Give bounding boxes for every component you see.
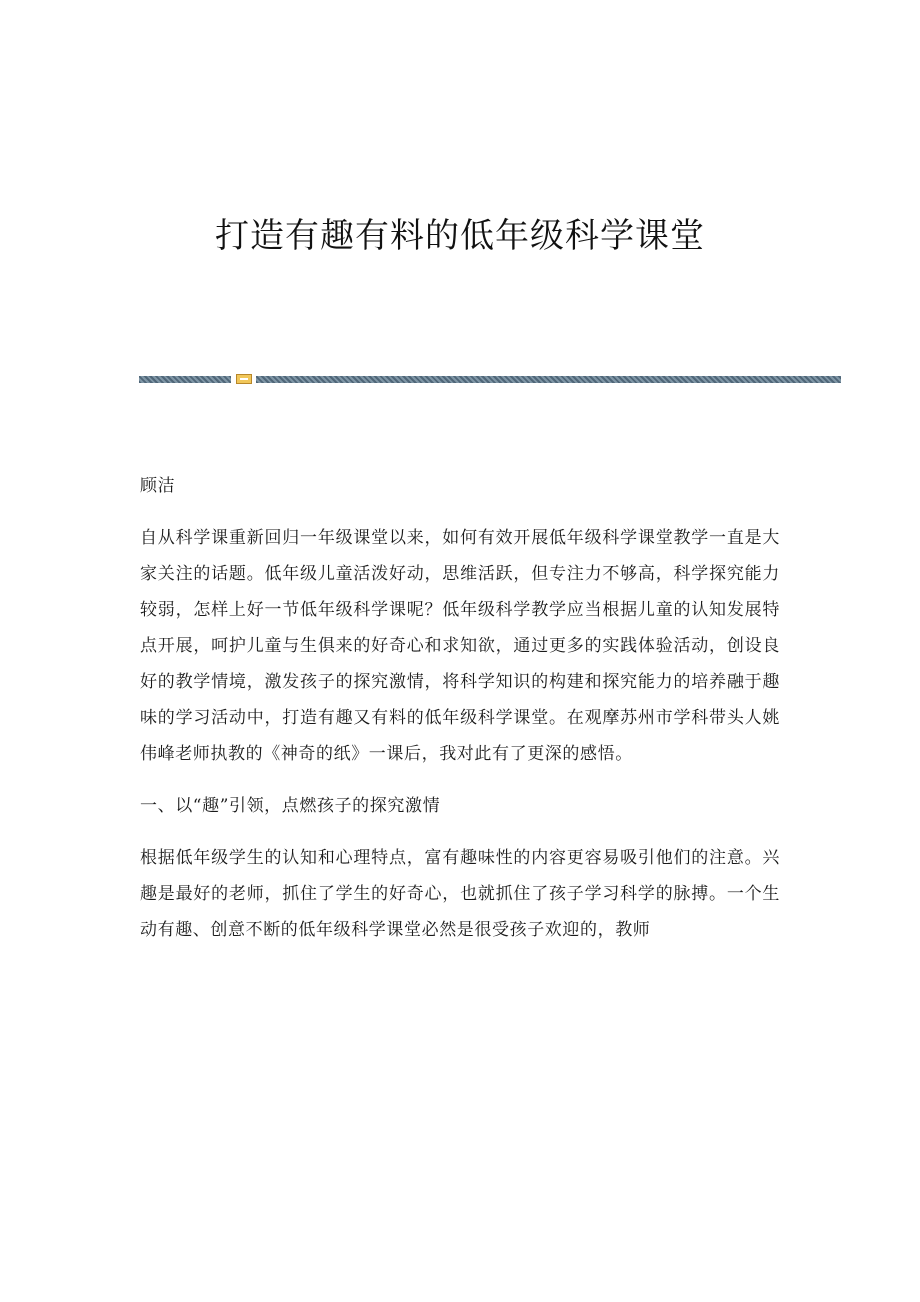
divider-bar-right (256, 376, 841, 383)
document-body (140, 468, 780, 964)
paragraph-intro: 自从科学课重新回归一年级课堂以来，如何有效开展低年级科学课堂教学一直是大家关注的话题。低年级儿童活泼好动，思维活跃，但专注力不够高，科学探究能力较弱，怎样上好一节低年级科学课呢？低年级科学教学应当根据儿童的认知发展特点开展，呵护儿童与生俱来的好奇心和求知欲，通过更多的实践体验活动，创设良好的教学情境，激发孩子的探究激情，将科学知识的构建和探究能力的培养融于趣味的学习活动中，打造有趣又有料的低年级科学课堂。在观摩苏州市学科带头人姚伟峰老师执教的《神奇的纸》一课后，我对此有了更深的感悟。 (140, 528, 780, 764)
document-title: 打造有趣有料的低年级科学课堂 (215, 216, 705, 256)
title-divider (139, 374, 841, 384)
divider-bar-left (139, 376, 231, 383)
section-heading: 一、以“趣”引领，点燃孩子的探究激情 (140, 796, 441, 816)
paragraph-body: 根据低年级学生的认知和心理特点，富有趣味性的内容更容易吸引他们的注意。兴趣是最好的老师，抓住了学生的好奇心，也就抓住了孩子学习科学的脉搏。一个生动有趣、创意不断的低年级科学课堂必然是很受孩子欢迎的，教师 (140, 848, 780, 940)
author-name: 顾洁 (140, 476, 176, 496)
divider-emblem-icon (236, 374, 252, 384)
